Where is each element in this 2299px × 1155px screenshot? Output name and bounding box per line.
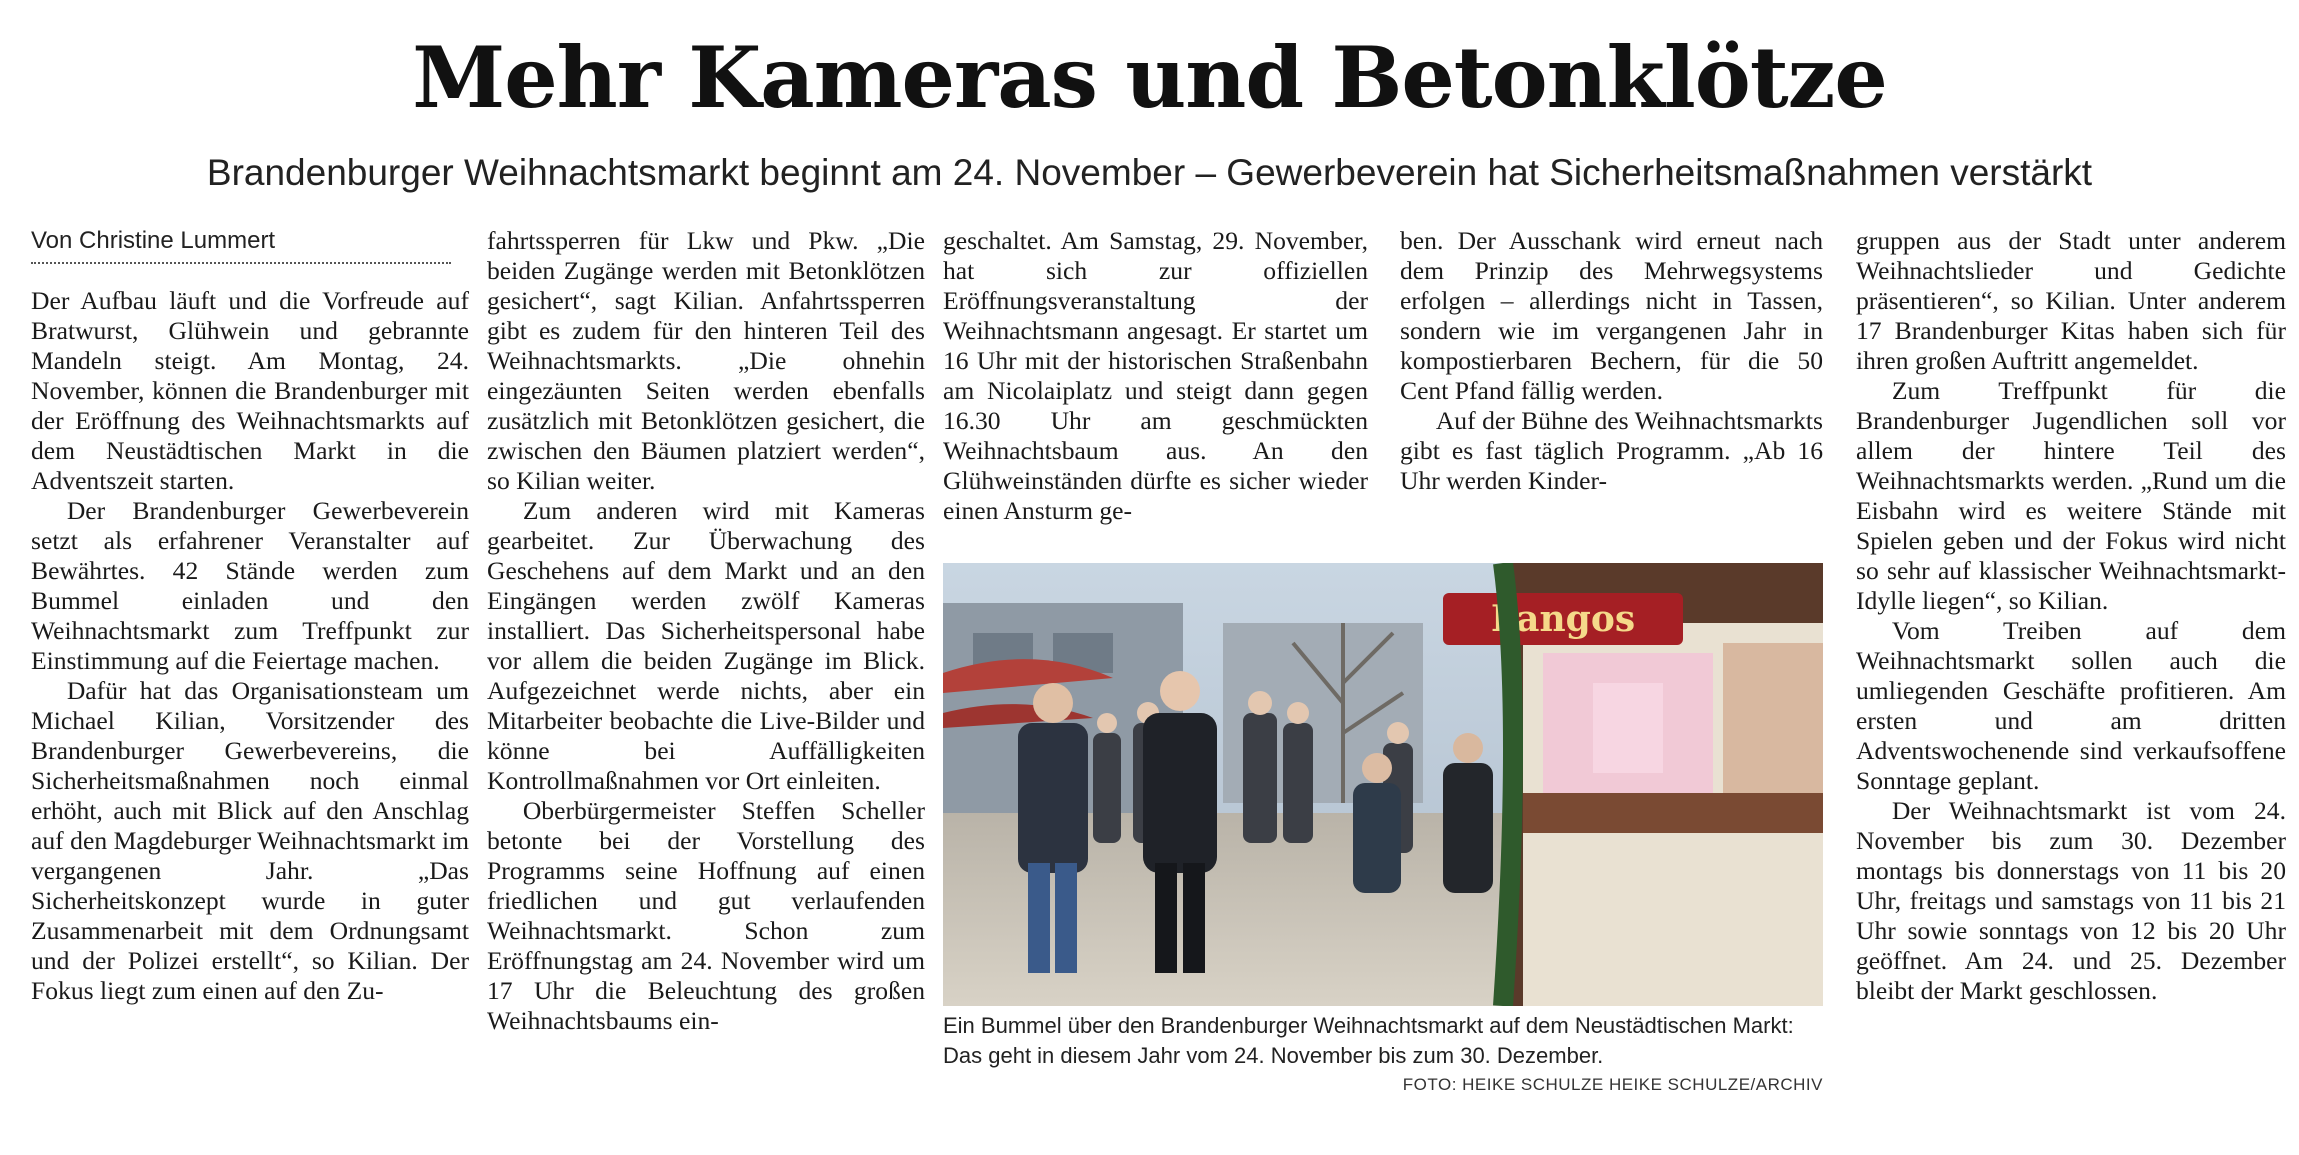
paragraph: Der Weihnachtsmarkt ist vom 24. November bis zum 30. Dezember montags bis donnerstags von 11 bis 20 Uhr, freitags und samstags von 11 bis 21 Uhr sowie sonntags von 12 bis 20 Uhr geöffnet. Am 24. und 25. Dezember bleibt der Markt geschlossen. — [1856, 796, 2286, 1005]
paragraph: Zum anderen wird mit Kameras gearbeitet. Zur Überwachung des Geschehens auf dem Markt und an den Eingängen werden zwölf Kameras installiert. Das Sicherheitspersonal habe vor allem die beiden Zugänge im Blick. Aufgezeichnet werde nichts, aber ein Mitarbeiter beobachte die Live-Bilder und könne bei Auffälligkeiten Kontrollmaßnahmen vor Ort einleiten. — [487, 496, 925, 795]
langos-sign: Langos — [1490, 598, 1636, 640]
paragraph: Dafür hat das Organisationsteam um Michael Kilian, Vorsitzender des Brandenburger Gewerbevereins, die Sicherheitsmaßnahmen noch einmal erhöht, auch mit Blick auf den Anschlag auf den Magdeburger Weihnachtsmarkt im vergangenen Jahr. „Das Sicherheitskonzept wurde in guter Zusammenarbeit mit dem Ordnungsamt und der Polizei erstellt“, so Kilian. Der Fokus liegt zum einen auf den Zu- — [31, 676, 469, 1005]
column-3 — [943, 226, 1368, 526]
photo-caption: Ein Bummel über den Brandenburger Weihnachtsmarkt auf dem Neustädtischen Markt: Das geht in diesem Jahr vom 24. November bis zum 30. Dezember. — [943, 1013, 1794, 1068]
column-4 — [1400, 226, 1823, 496]
paragraph: Oberbürgermeister Steffen Scheller betonte bei der Vorstellung des Programms seine Hoffnung auf einen friedlichen und gut verlaufenden Weihnachtsmarkt. Schon zum Eröffnungstag am 24. November wird um 17 Uhr die Beleuchtung des großen Weihnachtsbaums ein- — [487, 796, 925, 1035]
paragraph: geschaltet. Am Samstag, 29. November, hat sich zur offiziellen Eröffnungsveranstaltung der Weihnachtsmann angesagt. Er startet um 16 Uhr mit der historischen Straßenbahn am Nicolaiplatz und steigt dann gegen 16.30 Uhr am geschmückten Weihnachtsbaum aus. An den Glühweinständen dürfte es sicher wieder einen Ansturm ge- — [943, 226, 1368, 525]
paragraph: gruppen aus der Stadt unter anderem Weihnachtslieder und Gedichte präsentieren“, so Kilian. Unter anderem 17 Brandenburger Kitas haben sich für ihren großen Auftritt angemeldet. — [1856, 226, 2286, 375]
christmas-market-photo — [943, 563, 1823, 1006]
paragraph: ben. Der Ausschank wird erneut nach dem Prinzip des Mehrwegsystems erfolgen – allerdings nicht in Tassen, sondern wie im vergangenen Jahr in kompostierbaren Bechern, für die 50 Cent Pfand fällig werden. — [1400, 226, 1823, 405]
paragraph: fahrtssperren für Lkw und Pkw. „Die beiden Zugänge werden mit Betonklötzen gesichert“, sagt Kilian. Anfahrtssperren gibt es zudem für den hinteren Teil des Weihnachtsmarkts. „Die ohnehin eingezäunten Seiten werden ebenfalls zusätzlich mit Betonklötzen gesichert, die zwischen den Bäumen platziert werden“, so Kilian weiter. — [487, 226, 925, 495]
paragraph: Vom Treiben auf dem Weihnachtsmarkt sollen auch die umliegenden Geschäfte profitieren. Am ersten und am dritten Adventswochenende sind verkaufsoffene Sonntage geplant. — [1856, 616, 2286, 795]
paragraph: Auf der Bühne des Weihnachtsmarkts gibt es fast täglich Programm. „Ab 16 Uhr werden Kinder- — [1400, 406, 1823, 495]
paragraph: Der Aufbau läuft und die Vorfreude auf Bratwurst, Glühwein und gebrannte Mandeln steigt. Am Montag, 24. November, können die Brandenburger mit der Eröffnung des Weihnachtsmarkts auf dem Neustädtischen Markt in die Adventszeit starten. — [31, 286, 469, 495]
headline: Mehr Kameras und Betonklötze — [412, 28, 1887, 127]
column-1 — [31, 226, 469, 1006]
photo-illustration — [943, 563, 1823, 1006]
photo-credit: FOTO: HEIKE SCHULZE HEIKE SCHULZE/ARCHIV — [1402, 1075, 1823, 1094]
subtitle: Brandenburger Weihnachtsmarkt beginnt am 24. November – Gewerbeverein hat Sicherheitsmaßnahmen verstärkt — [206, 152, 2093, 193]
column-2 — [487, 226, 925, 1036]
paragraph: Der Brandenburger Gewerbeverein setzt als erfahrener Veranstalter auf Bewährtes. 42 Stände werden zum Bummel einladen und den Weihnachtsmarkt zum Treffpunkt zur Einstimmung auf die Feiertage machen. — [31, 496, 469, 675]
paragraph: Zum Treffpunkt für die Brandenburger Jugendlichen soll vor allem der hintere Teil des Weihnachtsmarkts werden. „Rund um die Eisbahn wird es weitere Stände mit Spielen geben und der Fokus wird nicht so sehr auf klassischer Weihnachtsmarkt-Idylle liegen“, so Kilian. — [1856, 376, 2286, 615]
column-5 — [1856, 226, 2286, 1006]
byline: Von Christine Lummert — [31, 226, 451, 264]
